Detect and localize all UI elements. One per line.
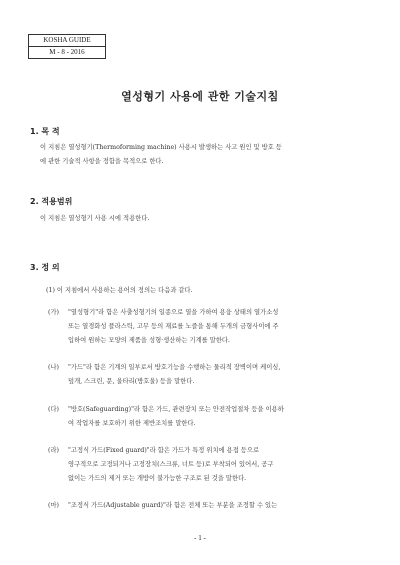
section-purpose-text: [40, 141, 380, 169]
item-line: 영구적으로 고정되거나 고정장치(스크류, 너트 등)로 부착되어 있어서, 공구: [68, 461, 274, 468]
item-line: "조정식 가드(Adjustable guard)"라 함은 전체 또는 부분을 조정할 수 있는: [68, 502, 278, 509]
item-line: 입하여 원하는 모양의 제품을 성형·생산하는 기계를 말한다.: [68, 337, 230, 344]
definition-item: [48, 403, 378, 431]
section-scope-text: [40, 212, 380, 226]
item-line: 덮개, 스크린, 문, 울타리(방호울) 등을 말한다.: [68, 378, 195, 385]
definition-item: [48, 499, 378, 513]
definitions-intro: (1) 이 지침에서 사용하는 용어의 정의는 다음과 같다.: [46, 287, 193, 294]
item-mark: (다): [48, 406, 59, 413]
item-mark: (라): [48, 447, 59, 454]
item-line: "열성형기"라 함은 사출성형기의 일종으로 열을 가하여 용융 상태의 열가소성: [68, 309, 279, 316]
section-scope-heading: 2. 적용범위: [30, 197, 73, 206]
definition-item: [48, 444, 378, 486]
page-number: - 1 -: [194, 534, 206, 542]
item-line: "방호(Safeguarding)"라 함은 가드, 관련장치 또는 안전작업절차 등을 이용하: [68, 406, 284, 413]
section-definitions-heading: 3. 정 의: [30, 263, 60, 272]
definition-item: [48, 306, 378, 348]
item-line: 또는 열경화성 플라스틱, 고무 등의 재료를 노즐을 통해 두개의 금형사이에 주: [68, 323, 279, 330]
item-line: "가드"라 함은 기계의 일부로서 방호기능을 수행하는 물리적 장벽이며 케이싱,: [68, 364, 281, 371]
item-line: 없이는 가드의 제거 또는 개방이 불가능한 구조로 된 것을 말한다.: [68, 475, 247, 482]
purpose-line-2: 에 관한 기술적 사항을 정함을 목적으로 한다.: [40, 158, 164, 165]
scope-line-1: 이 지침은 열성형기 사용 시에 적용한다.: [40, 215, 150, 222]
document-title: 열성형기 사용에 관한 기술지침: [121, 90, 279, 103]
item-line: 여 작업자를 보호하기 위한 제반조치를 말한다.: [68, 420, 196, 427]
item-mark: (마): [48, 502, 59, 509]
kosha-guide-box: [28, 34, 106, 59]
item-mark: (나): [48, 364, 59, 371]
item-mark: (가): [48, 309, 59, 316]
section-purpose-heading: 1. 목 적: [30, 127, 60, 136]
definition-item: [48, 361, 378, 389]
item-line: "고정식 가드(Fixed guard)"라 함은 가드가 특정 위치에 용접 등으로: [68, 447, 260, 454]
guide-code: M - 8 - 2016: [29, 46, 105, 58]
purpose-line-1: 이 지침은 열성형기(Thermoforming machine) 사용시 발생하는 사고 원인 및 방호 등: [40, 144, 282, 151]
guide-label: KOSHA GUIDE: [43, 36, 91, 44]
